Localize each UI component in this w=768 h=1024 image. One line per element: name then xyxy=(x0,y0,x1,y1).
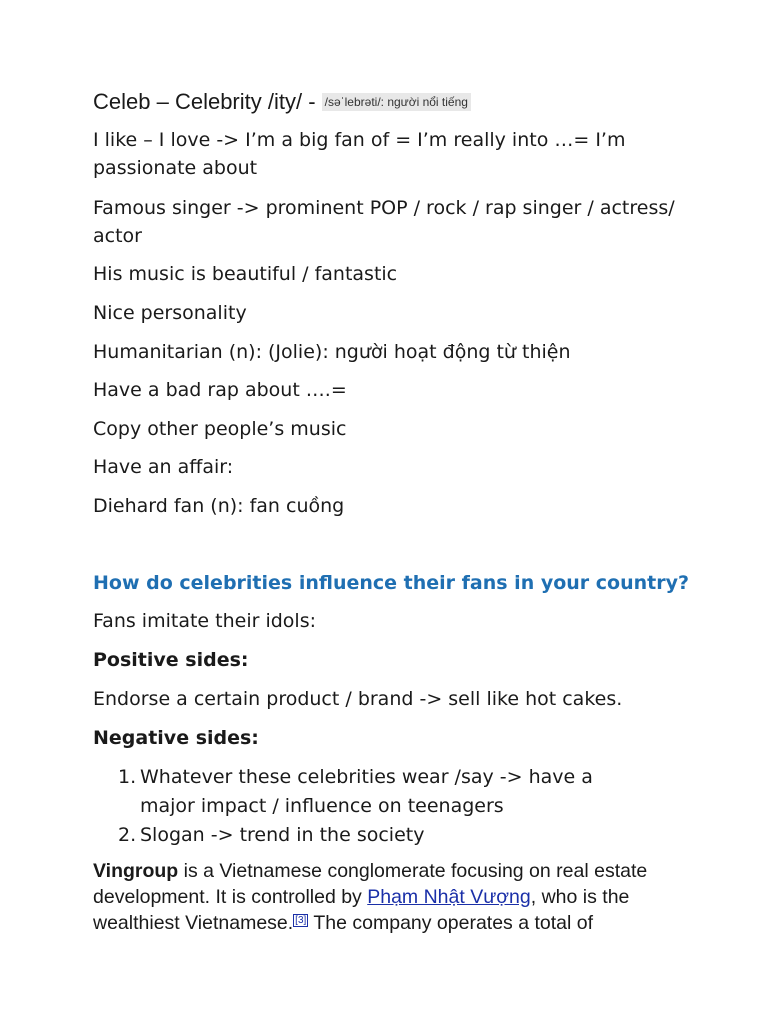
list-text: Whatever these celebrities wear /say -> have a major impact / influence on teenagers xyxy=(140,766,593,817)
vocab-line-7: Copy other people’s music xyxy=(93,418,347,440)
wiki-text-3: The company operates a total of xyxy=(308,912,594,934)
wiki-link-person[interactable]: Phạm Nhật Vượng xyxy=(367,886,531,908)
wiki-text-1: is a Vietnamese conglomerate focusing on real estate development. It is controlled by xyxy=(93,860,648,908)
question-heading: How do celebrities influence their fans in your country? xyxy=(93,572,690,594)
vocab-line-1: I like – I love -> I’m a big fan of = I’m really into …= I’m passionate about xyxy=(93,129,626,179)
wiki-bold-term: Vingroup xyxy=(93,860,179,882)
list-item xyxy=(93,821,653,850)
list-number: 2. xyxy=(118,824,137,846)
positive-text: Endorse a certain product / brand -> sell like hot cakes. xyxy=(93,688,623,710)
positive-label: Positive sides: xyxy=(93,649,249,671)
title-line xyxy=(93,87,693,117)
list-item xyxy=(93,763,653,821)
vocab-line-5: Humanitarian (n): (Jolie): người hoạt động từ thiện xyxy=(93,341,571,363)
vocab-line-4: Nice personality xyxy=(93,302,247,324)
vocab-line-2: Famous singer -> prominent POP / rock / rap singer / actress/ actor xyxy=(93,197,675,247)
fans-line: Fans imitate their idols: xyxy=(93,610,316,632)
wiki-reference[interactable]: [3] xyxy=(295,915,307,926)
vocab-line-8: Have an affair: xyxy=(93,456,234,478)
vocab-line-6: Have a bad rap about ….= xyxy=(93,379,347,401)
vocab-line-3: His music is beautiful / fantastic xyxy=(93,263,398,285)
negative-list xyxy=(93,763,653,850)
wiki-paragraph xyxy=(93,858,693,936)
vocab-line-9: Diehard fan (n): fan cuồng xyxy=(93,495,345,517)
negative-label: Negative sides: xyxy=(93,727,259,749)
list-text: Slogan -> trend in the society xyxy=(140,824,425,846)
wiki-text-2: , who is the wealthiest Vietnamese. xyxy=(93,886,630,934)
list-number: 1. xyxy=(118,766,137,788)
phonetic-note: /səˈlebrəti/: người nổi tiếng xyxy=(322,93,471,111)
title-text: Celeb – Celebrity /ity/ - xyxy=(93,89,322,114)
